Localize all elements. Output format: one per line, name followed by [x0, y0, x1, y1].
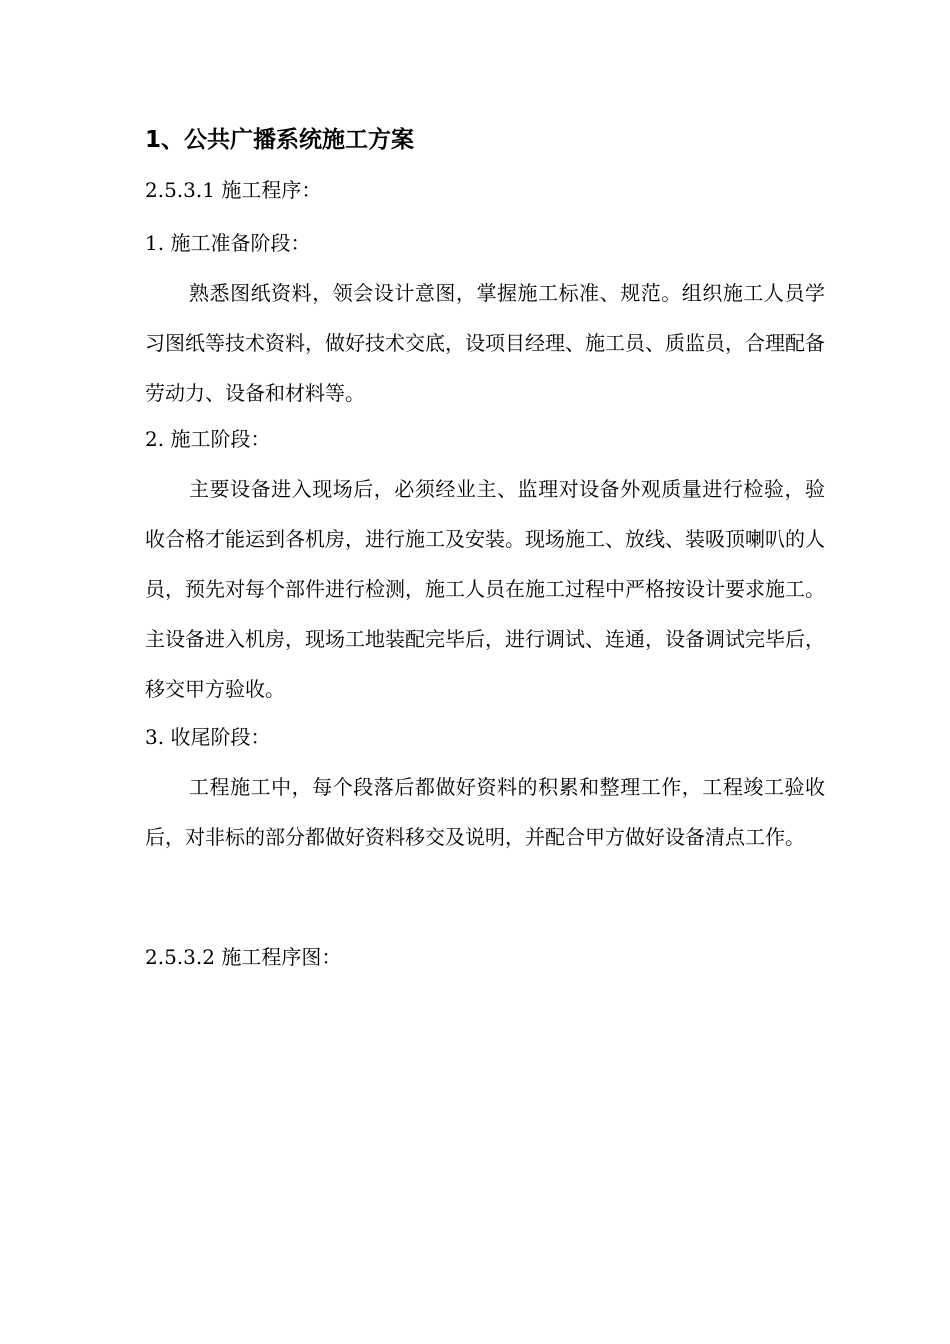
step-3-paragraph: 工程施工中，每个段落后都做好资料的积累和整理工作，工程竣工验收后，对非标的部分都做好资料移交及说明，并配合甲方做好设备清点工作。: [145, 775, 825, 849]
section-heading-program: 2.5.3.1 施工程序：: [145, 178, 322, 202]
document-title: 1、公共广播系统施工方案: [145, 127, 415, 153]
step-1-paragraph: 熟悉图纸资料，领会设计意图，掌握施工标准、规范。组织施工人员学习图纸等技术资料，做好技术交底，设项目经理、施工员、质监员，合理配备劳动力、设备和材料等。: [145, 281, 825, 405]
step-1-heading: 1. 施工准备阶段：: [145, 231, 311, 255]
step-3-heading: 3. 收尾阶段：: [145, 725, 271, 749]
section-heading-diagram: 2.5.3.2 施工程序图：: [145, 945, 342, 969]
step-2-heading: 2. 施工阶段：: [145, 427, 271, 451]
step-2-paragraph: 主要设备进入现场后，必须经业主、监理对设备外观质量进行检验，验收合格才能运到各机房，进行施工及安装。现场施工、放线、装吸顶喇叭的人员，预先对每个部件进行检测，施工人员在施工过程中严格按设计要求施工。主设备进入机房，现场工地装配完毕后，进行调试、连通，设备调试完毕后，移交甲方验收。: [145, 477, 825, 701]
